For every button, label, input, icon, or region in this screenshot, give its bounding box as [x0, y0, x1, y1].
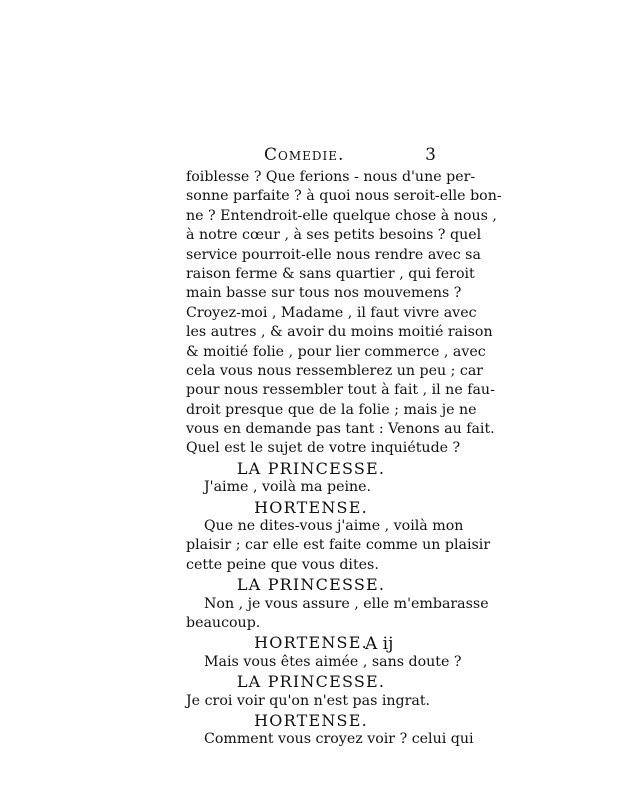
text-line: sonne parfaite ? à quoi nous seroit-elle bon- [186, 188, 502, 205]
text-line: Je croi voir qu'on n'est pas ingrat. [186, 692, 431, 709]
speaker-heading: HORTENSE. [254, 497, 368, 517]
text-line: Que ne dites-vous j'aime , voilà mon [204, 518, 464, 535]
signature-mark: A ij [365, 634, 394, 654]
speaker-heading: LA PRINCESSE. [236, 575, 386, 595]
text-line: beaucoup. [186, 614, 261, 631]
text-line: J'aime , voilà ma peine. [204, 479, 372, 496]
text-line: Non , je vous assure , elle m'embarasse [204, 595, 489, 612]
text-line: ne ? Entendroit-elle quelque chose à nous , [186, 207, 497, 224]
header-title: Comedie. [264, 145, 345, 165]
text-line: & moitié folie , pour lier commerce , avec [186, 343, 486, 360]
page-number: 3 [425, 145, 436, 165]
running-head [186, 145, 436, 169]
text-line: plaisir ; car elle est faite comme un plaisir [186, 537, 491, 554]
text-block [186, 168, 502, 750]
text-line: cette peine que vous dites. [186, 556, 379, 573]
text-line: foiblesse ? Que ferions - nous d'une per- [186, 169, 476, 185]
text-line: Mais vous êtes aimée , sans doute ? [204, 653, 462, 670]
text-line: à notre cœur , à ses petits besoins ? quel [186, 227, 482, 244]
text-line: droit presque que de la folie ; mais je ne [186, 401, 477, 418]
text-line: Croyez-moi , Madame , il faut vivre avec [186, 304, 477, 321]
speaker-heading: HORTENSE. [254, 633, 368, 653]
text-line: cela vous nous ressemblerez un peu ; car [186, 362, 484, 379]
text-line: Comment vous croyez voir ? celui qui [204, 731, 474, 748]
speaker-heading: HORTENSE. [254, 710, 368, 730]
speaker-heading: LA PRINCESSE. [236, 672, 386, 692]
text-line: main basse sur tous nos mouvemens ? [186, 285, 462, 302]
speaker-heading: LA PRINCESSE. [236, 458, 386, 478]
text-line: les autres , & avoir du moins moitié raison [186, 324, 493, 341]
text-line: pour nous ressembler tout à fait , il ne fau- [186, 382, 495, 399]
text-line: raison ferme & sans quartier , qui feroit [186, 265, 475, 282]
text-line: vous en demande pas tant : Venons au fait. [186, 421, 495, 438]
text-line: service pourroit-elle nous rendre avec sa [186, 246, 481, 263]
text-line: Quel est le sujet de votre inquiétude ? [186, 440, 461, 457]
